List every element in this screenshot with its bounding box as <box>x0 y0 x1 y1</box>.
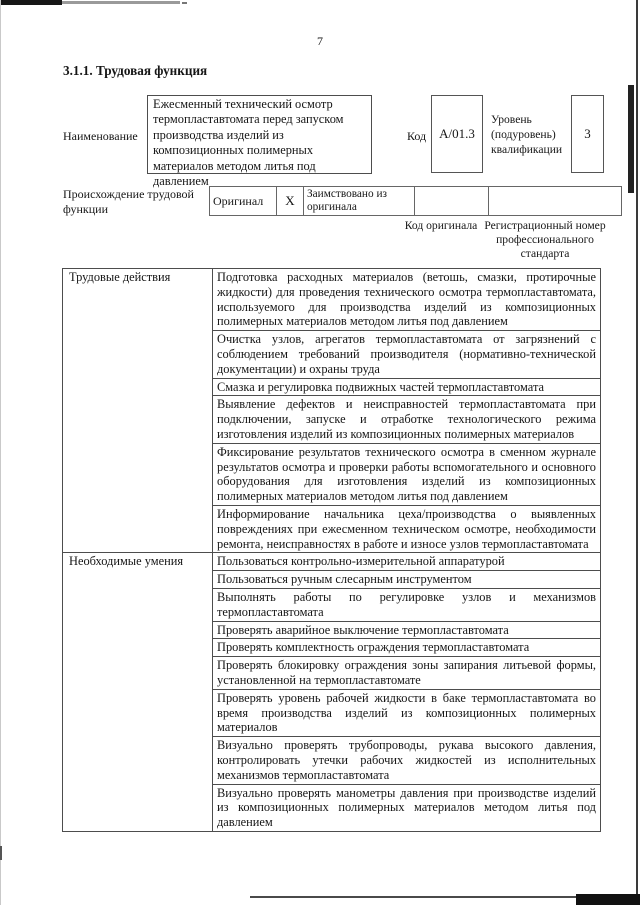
labor-function-table <box>62 268 601 832</box>
required-skill-item: Проверять аварийное выключение термопластавтомата <box>213 621 601 639</box>
required-skill-item: Проверять комплектность ограждения термопластавтомата <box>213 639 601 657</box>
function-code-value: A/01.3 <box>431 95 483 173</box>
table-row <box>63 553 601 571</box>
page-number: 7 <box>317 34 323 48</box>
origin-regnum-cell-empty <box>489 187 622 216</box>
function-name-value: Ежесменный технический осмотр термопластавтомата перед запуском производства изделий из композиционных полимерных материалов методом литья под давлением <box>147 95 372 174</box>
scan-artifact-right-dark <box>628 85 634 193</box>
labor-action-item: Выявление дефектов и неисправностей термопластавтомата при подключении, запуске и отработке технологического режима изготовления изделий из композиционных полимерных материалов <box>213 396 601 443</box>
labor-action-item: Очистка узлов, агрегатов термопластавтомата от загрязнений с соблюдением требований производителя (нормативно-технической документации) и охраны труда <box>213 331 601 378</box>
scan-artifact-right-edge <box>636 0 638 905</box>
original-code-caption: Код оригинала <box>404 219 478 232</box>
registration-number-caption: Регистрационный номер профессионального стандарта <box>484 219 606 260</box>
scan-artifact-top-dot <box>182 2 187 4</box>
scan-artifact-left-edge <box>0 0 1 905</box>
required-skill-item: Пользоваться ручным слесарным инструментом <box>213 571 601 589</box>
required-skill-item: Визуально проверять трубопроводы, рукава высокого давления, контролировать утечки рабочих жидкостей из исполнительных механизмов термопластавтомата <box>213 737 601 784</box>
section-label-labor-actions: Трудовые действия <box>63 269 213 553</box>
required-skill-item: Проверять уровень рабочей жидкости в баке термопластавтомата во время производства изделий из композиционных полимерных материалов <box>213 689 601 736</box>
table-row <box>63 269 601 331</box>
origin-code-cell-empty <box>415 187 489 216</box>
section-label-required-skills: Необходимые умения <box>63 553 213 832</box>
labor-action-item: Смазка и регулировка подвижных частей термопластавтомата <box>213 378 601 396</box>
origin-table <box>209 186 622 216</box>
required-skill-item: Проверять блокировку ограждения зоны запирания литьевой формы, установленной на термопластавтомате <box>213 657 601 690</box>
origin-row <box>210 187 622 216</box>
scan-artifact-top-gray <box>62 1 180 4</box>
scan-artifact-bottom-black <box>576 894 640 905</box>
origin-label: Происхождение трудовой функции <box>63 187 194 216</box>
labor-action-item: Подготовка расходных материалов (ветошь, смазки, протирочные жидкости) для проведения технического осмотра термопластавтомата, используемого для производства изделий из композиционных полимерных материалов методом литья под давлением <box>213 269 601 331</box>
scan-artifact-top-black <box>0 0 62 5</box>
origin-original-label: Оригинал <box>210 187 277 216</box>
function-name-label: Наименование <box>63 129 138 143</box>
origin-borrowed-label: Заимствовано из оригинала <box>304 187 415 216</box>
labor-action-item: Информирование начальника цеха/производства о выявленных повреждениях при ежесменном техническом осмотре, необходимости ремонта, неисправностях в работе и износе узлов термопластавтомата <box>213 505 601 552</box>
required-skill-item: Выполнять работы по регулировке узлов и механизмов термопластавтомата <box>213 588 601 621</box>
qualification-level-label: Уровень (подуровень) квалификации <box>491 113 563 156</box>
labor-action-item: Фиксирование результатов технического осмотра в сменном журнале результатов осмотра и проверки работы вспомогательного и основного оборудования для изготовления изделий из композиционных полимерных материалов методом литья под давлением <box>213 443 601 505</box>
required-skill-item: Визуально проверять манометры давления при производстве изделий из композиционных полимерных материалов методом литья под давлением <box>213 784 601 831</box>
section-heading: 3.1.1. Трудовая функция <box>63 63 208 78</box>
scan-artifact-left-dash <box>0 846 2 860</box>
required-skill-item: Пользоваться контрольно-измерительной аппаратурой <box>213 553 601 571</box>
qualification-level-value: 3 <box>571 95 604 173</box>
origin-original-mark: X <box>277 187 304 216</box>
function-code-label: Код <box>407 129 427 143</box>
